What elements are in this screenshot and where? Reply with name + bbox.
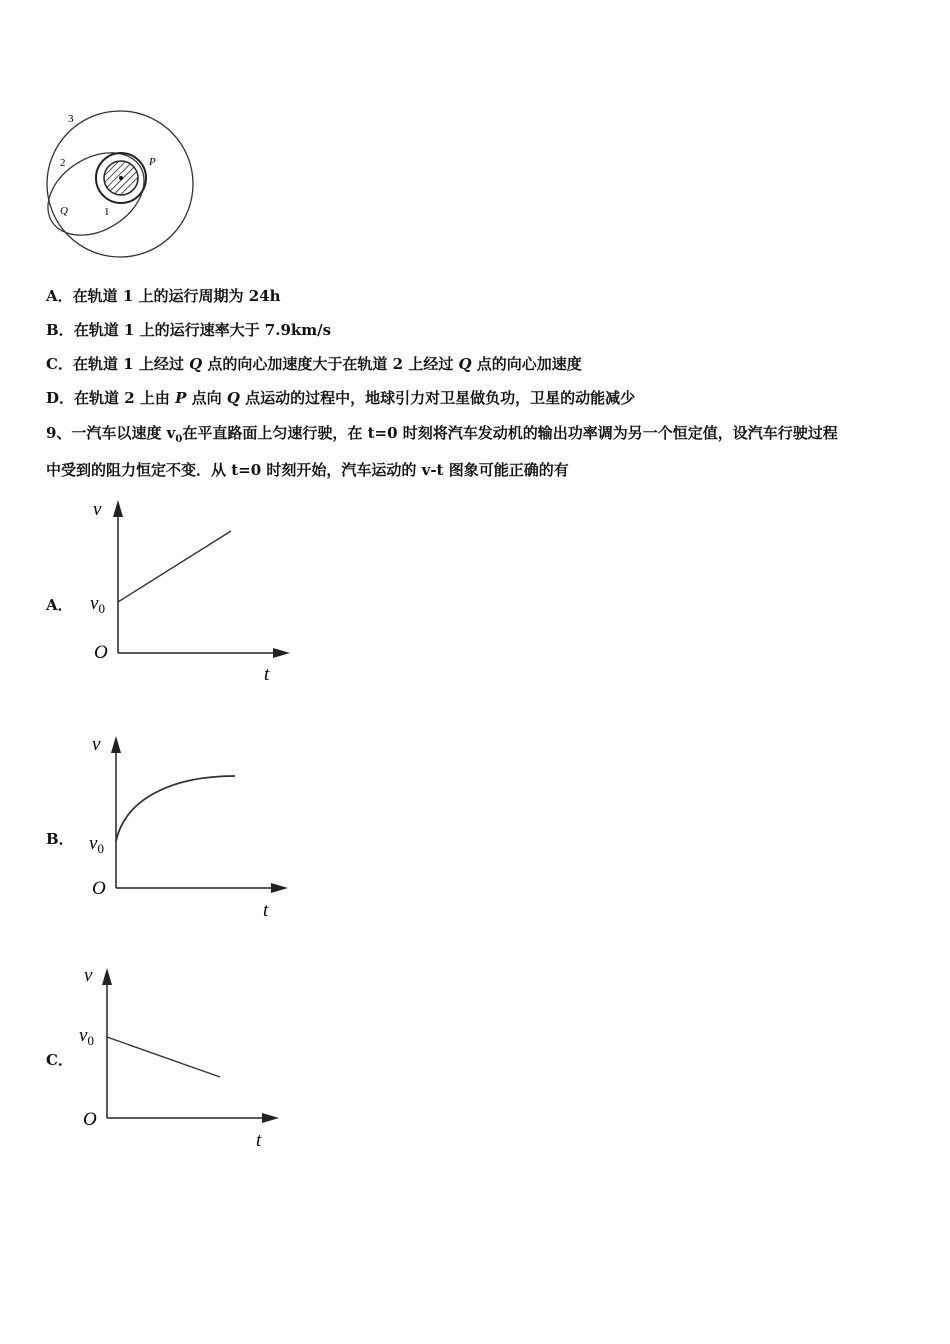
axis-v-label: v	[84, 965, 93, 986]
orbit-1-label: 1	[104, 206, 110, 218]
y-axis-arrow	[111, 736, 121, 753]
graph-a-label: A．	[46, 596, 73, 614]
origin-label: O	[94, 642, 108, 663]
v0-label: $v_0$	[89, 833, 104, 856]
axis-v-label: v	[92, 734, 101, 755]
graph-b	[80, 730, 300, 922]
origin-label: O	[83, 1109, 97, 1130]
y-axis-arrow	[113, 500, 123, 517]
q8-option-b	[46, 320, 331, 340]
v0-label: $v_0$	[90, 593, 105, 616]
option-text: 在轨道 1 上的运行周期为 24h	[72, 287, 281, 305]
orbit-2-label: 2	[60, 157, 66, 169]
earth-center-dot	[119, 176, 123, 180]
velocity-curve	[107, 1037, 220, 1077]
point-q-label: Q	[60, 205, 68, 217]
orbit-3-label: 3	[68, 113, 74, 125]
option-label: B．	[46, 321, 74, 339]
point-p-label: P	[149, 156, 156, 168]
q9-stem-line1: 9、一汽车以速度 $v_0$在平直路面上匀速行驶，在 t=0 时刻将汽车发动机的输出功率调为另一个恒定值，设汽车行驶过程	[46, 424, 838, 445]
origin-label: O	[92, 878, 106, 899]
velocity-curve	[116, 776, 235, 841]
axis-t-label: t	[263, 900, 269, 921]
option-label: D．	[46, 389, 75, 407]
graph-c	[70, 960, 290, 1152]
graph-c-label: C．	[46, 1051, 73, 1069]
y-axis-arrow	[102, 968, 112, 985]
axis-t-label: t	[264, 664, 270, 685]
x-axis-arrow	[273, 648, 290, 658]
q8-option-c: C．在轨道 1 上经过 Q 点的向心加速度大于在轨道 2 上经过 Q 点的向心加速度	[46, 355, 582, 373]
point-q: Q	[189, 355, 203, 373]
axis-t-label: t	[256, 1130, 262, 1151]
v0-label: $v_0$	[79, 1025, 94, 1048]
option-text: 在轨道 1 上的运行速率大于 7.9km/s	[73, 321, 332, 339]
point-q: Q	[226, 389, 240, 407]
q8-option-a	[46, 286, 281, 306]
x-axis-arrow	[271, 883, 288, 893]
option-label: A．	[46, 287, 73, 305]
graph-b-label: B．	[46, 830, 74, 848]
point-q: Q	[458, 355, 472, 373]
orbit-figure	[40, 105, 200, 265]
x-axis-arrow	[262, 1113, 279, 1123]
graph-a	[80, 495, 300, 687]
q9-stem-line2: 中受到的阻力恒定不变．从 t=0 时刻开始，汽车运动的 v-t 图象可能正确的有	[46, 461, 569, 479]
axis-v-label: v	[93, 499, 102, 520]
option-label: C．	[46, 355, 73, 373]
point-p: P	[175, 389, 187, 407]
velocity-curve	[118, 531, 231, 602]
q8-option-d: D．在轨道 2 上由 P 点向 Q 点运动的过程中，地球引力对卫星做负功，卫星的动能减少	[46, 389, 636, 407]
